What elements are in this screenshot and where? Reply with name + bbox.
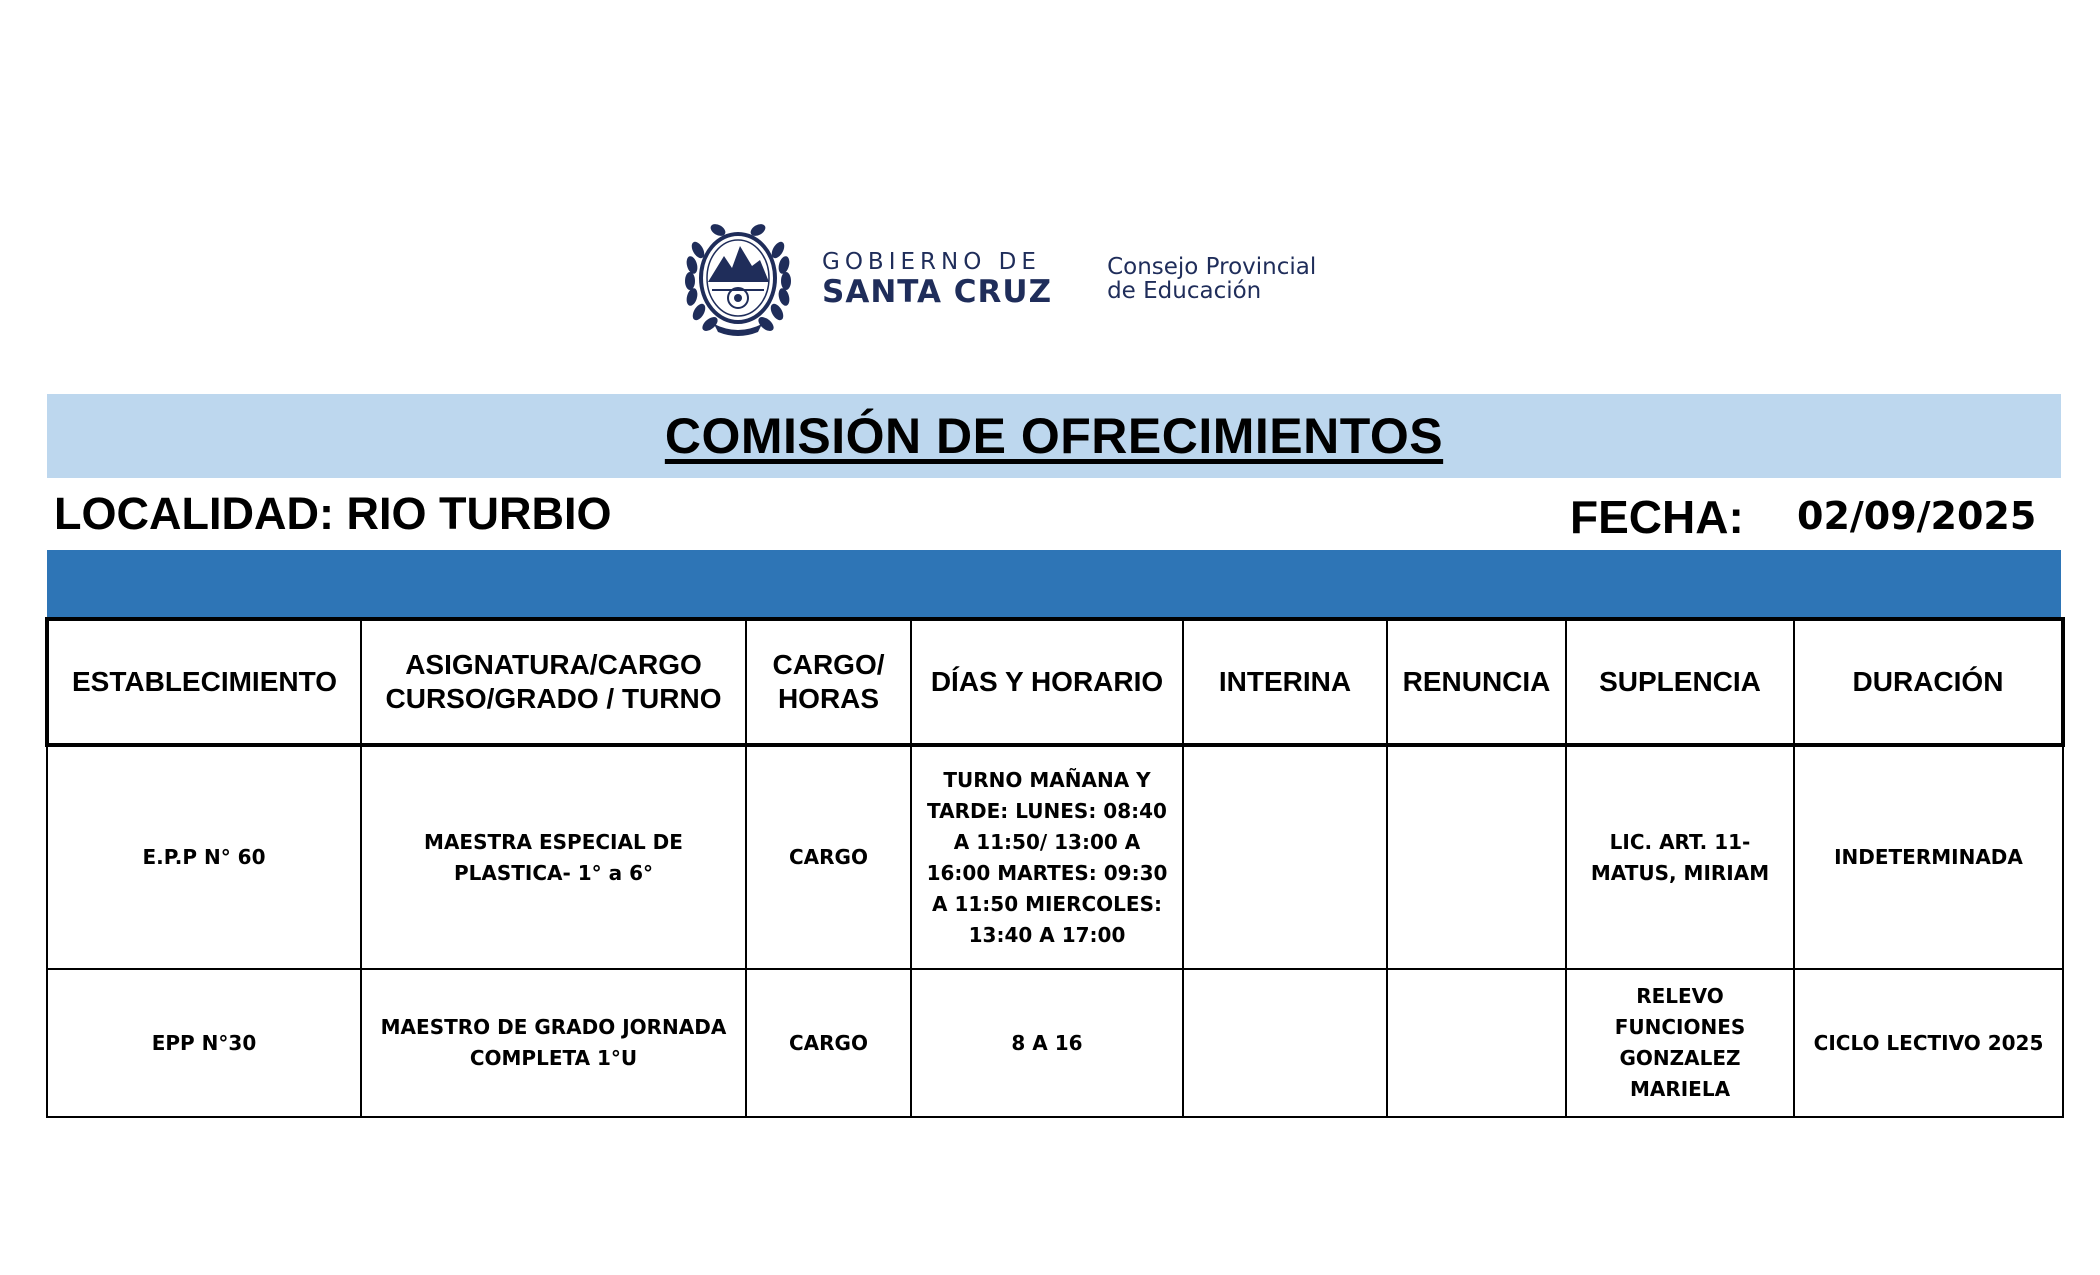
- cell-asignatura: MAESTRO DE GRADO JORNADA COMPLETA 1°U: [361, 969, 746, 1117]
- header-dias: DÍAS Y HORARIO: [911, 619, 1183, 745]
- cell-duracion: CICLO LECTIVO 2025: [1794, 969, 2063, 1117]
- cell-cargo: CARGO: [746, 745, 911, 969]
- title-band: [47, 394, 2061, 478]
- table-row: [47, 969, 2063, 1117]
- cell-suplencia: RELEVO FUNCIONES GONZALEZ MARIELA: [1566, 969, 1794, 1117]
- header-renuncia: RENUNCIA: [1387, 619, 1566, 745]
- cell-establecimiento: E.P.P N° 60: [47, 745, 361, 969]
- santa-cruz-crest-icon: [684, 220, 792, 338]
- cell-renuncia: [1387, 745, 1566, 969]
- header-cargo: [746, 619, 911, 745]
- cell-dias: 8 A 16: [911, 969, 1183, 1117]
- gobierno-line2: SANTA CRUZ: [822, 274, 1053, 310]
- cell-duracion: INDETERMINADA: [1794, 745, 2063, 969]
- consejo-line2: de Educación: [1107, 278, 1262, 304]
- header-duracion: DURACIÓN: [1794, 619, 2063, 745]
- cell-renuncia: [1387, 969, 1566, 1117]
- blue-divider-band: [47, 550, 2061, 617]
- header-asignatura-line1: ASIGNATURA/CARGO: [405, 649, 702, 680]
- gobierno-line1: GOBIERNO DE: [822, 249, 1041, 275]
- cell-cargo: CARGO: [746, 969, 911, 1117]
- table-row: [47, 745, 2063, 969]
- consejo-line1: Consejo Provincial: [1107, 254, 1317, 280]
- header-establecimiento: ESTABLECIMIENTO: [47, 619, 361, 745]
- consejo-wordmark: [1107, 255, 1316, 303]
- header-logo: [684, 220, 1316, 338]
- cell-suplencia: LIC. ART. 11- MATUS, MIRIAM: [1566, 745, 1794, 969]
- header-asignatura-line2: CURSO/GRADO / TURNO: [385, 683, 722, 714]
- cell-dias: TURNO MAÑANA Y TARDE: LUNES: 08:40 A 11:50/ 13:00 A 16:00 MARTES: 09:30 A 11:50 MIERCOLES: 13:40 A 17:00: [911, 745, 1183, 969]
- page-title: COMISIÓN DE OFRECIMIENTOS: [664, 408, 1444, 464]
- header-interina: INTERINA: [1183, 619, 1387, 745]
- cell-interina: [1183, 969, 1387, 1117]
- header-asignatura: [361, 619, 746, 745]
- table-header-row: [47, 619, 2063, 745]
- header-suplencia: SUPLENCIA: [1566, 619, 1794, 745]
- cell-establecimiento: EPP N°30: [47, 969, 361, 1117]
- cell-interina: [1183, 745, 1387, 969]
- header-cargo-line2: HORAS: [777, 683, 880, 714]
- gobierno-wordmark: [822, 249, 1052, 309]
- cell-asignatura: MAESTRA ESPECIAL DE PLASTICA- 1° a 6°: [361, 745, 746, 969]
- fecha-label: FECHA:: [1570, 491, 1744, 543]
- header-cargo-line1: CARGO/: [772, 649, 885, 680]
- offers-table: [45, 617, 2065, 1118]
- localidad-label: LOCALIDAD: RIO TURBIO: [54, 488, 612, 539]
- fecha-value: 02/09/2025: [1797, 494, 2037, 538]
